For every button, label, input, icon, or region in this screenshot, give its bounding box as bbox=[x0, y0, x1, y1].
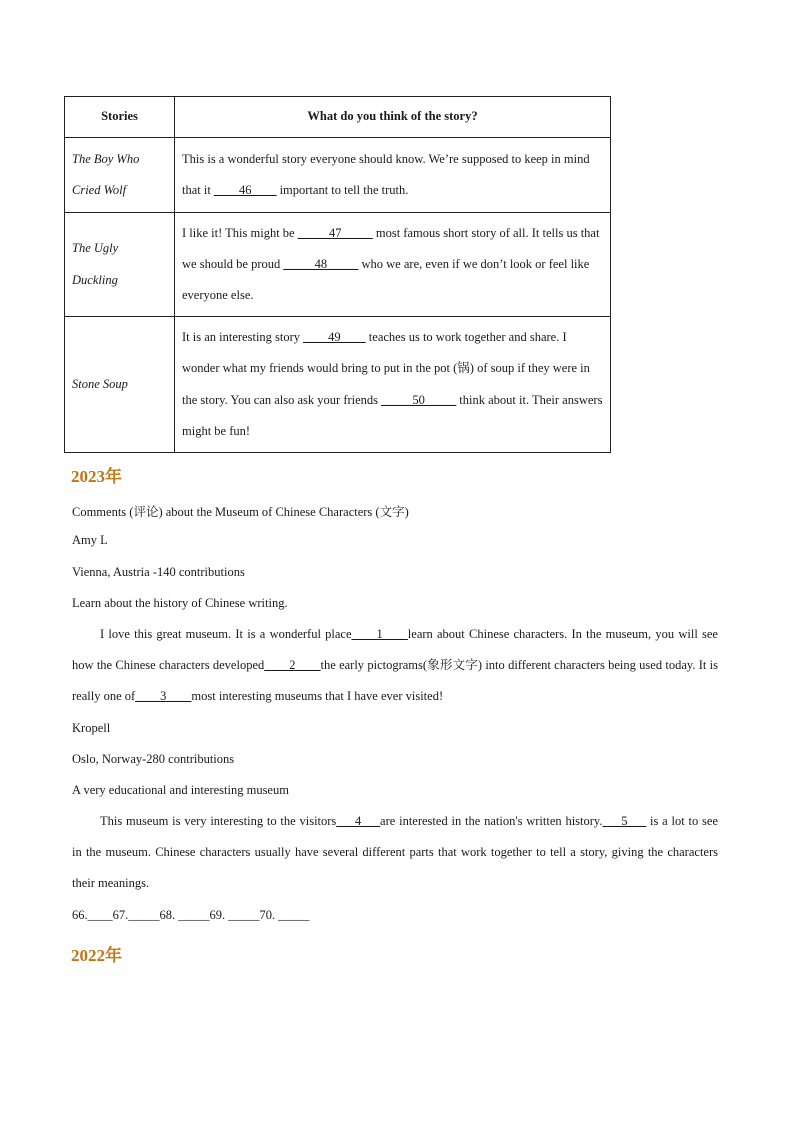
answer-blank: _____47_____ bbox=[297, 225, 373, 240]
story-title-cell bbox=[65, 317, 175, 453]
table-header-row bbox=[65, 97, 611, 138]
header-opinion: What do you think of the story? bbox=[175, 97, 611, 138]
review-body bbox=[72, 806, 718, 900]
review-location: Vienna, Austria -140 contributions bbox=[72, 565, 245, 579]
story-title-line: Cried Wolf bbox=[72, 183, 127, 197]
review-location: Oslo, Norway-280 contributions bbox=[72, 752, 235, 766]
review-author: Amy L bbox=[72, 533, 108, 547]
year-heading-2023: 2023年 bbox=[71, 467, 122, 486]
answer-blank: ___4___ bbox=[336, 814, 381, 828]
text-run: teaches us to work together and share. I wonder what my friends would bring to put in the pot (锅) of soup if they were in the story. You can also ask your friends bbox=[182, 329, 590, 407]
answer-blank: ____2____ bbox=[264, 658, 321, 673]
story-opinion-cell bbox=[175, 213, 611, 317]
story-title-cell bbox=[65, 138, 175, 213]
text-run: It is an interesting story bbox=[182, 329, 304, 344]
text-run: I like it! This might be bbox=[182, 225, 298, 240]
answer-blank: _____50_____ bbox=[381, 392, 457, 407]
answer-blank: _____48_____ bbox=[283, 256, 359, 271]
story-table bbox=[64, 96, 611, 453]
text-run: This is a wonderful story everyone should know. We’re supposed to keep in mind that it bbox=[182, 151, 590, 197]
story-opinion-cell bbox=[175, 138, 611, 213]
review-headline: A very educational and interesting museum bbox=[72, 783, 289, 797]
answer-blank: ___5___ bbox=[602, 814, 647, 828]
text-run: I love this great museum. It is a wonderful place bbox=[100, 627, 352, 641]
answer-blank: ____3____ bbox=[135, 689, 192, 704]
text-run: important to tell the truth. bbox=[276, 183, 409, 197]
text-run: think about it. Their answers might be fun! bbox=[182, 392, 603, 438]
answer-line: 66.____67._____68. _____69. _____70. _____ bbox=[72, 908, 310, 922]
table-row bbox=[65, 138, 611, 213]
story-title-line: The Boy Who bbox=[72, 151, 140, 166]
story-opinion-cell bbox=[175, 317, 611, 453]
review-author: Kropell bbox=[72, 721, 111, 735]
answer-blank: ____1____ bbox=[351, 627, 408, 641]
year-heading-2022: 2022年 bbox=[71, 946, 122, 965]
table-row bbox=[65, 317, 611, 453]
answer-blank: ____46____ bbox=[213, 183, 277, 197]
story-title-line: The Ugly bbox=[72, 241, 119, 256]
review-body bbox=[72, 619, 718, 713]
text-run: are interested in the nation's written history. bbox=[380, 814, 603, 828]
review-headline: Learn about the history of Chinese writing. bbox=[72, 596, 288, 610]
header-stories: Stories bbox=[65, 97, 175, 138]
text-run: most famous short story of all. It tells us that we should be proud bbox=[182, 225, 600, 271]
text-run: the early pictograms(象形文字) into different characters being used today. It is really one of bbox=[72, 658, 719, 704]
text-run: most interesting museums that I have ever visited! bbox=[191, 689, 444, 704]
text-run: who we are, even if we don’t look or feel like everyone else. bbox=[182, 256, 590, 303]
text-run: This museum is very interesting to the visitors bbox=[100, 814, 337, 828]
section-title: Comments (评论) about the Museum of Chinese Characters (文字) bbox=[72, 505, 409, 519]
story-title-line: Stone Soup bbox=[72, 376, 128, 391]
table-row bbox=[65, 213, 611, 317]
text-run: learn about Chinese characters. In the museum, you will see how the Chinese characters developed bbox=[72, 627, 718, 673]
answer-blank: ____49____ bbox=[303, 329, 366, 344]
text-run: is a lot to see in the museum. Chinese characters usually have several different parts that work together to tell a story, giving the characters their meanings. bbox=[72, 814, 719, 891]
story-title-cell bbox=[65, 213, 175, 317]
story-title-line: Duckling bbox=[72, 272, 118, 287]
